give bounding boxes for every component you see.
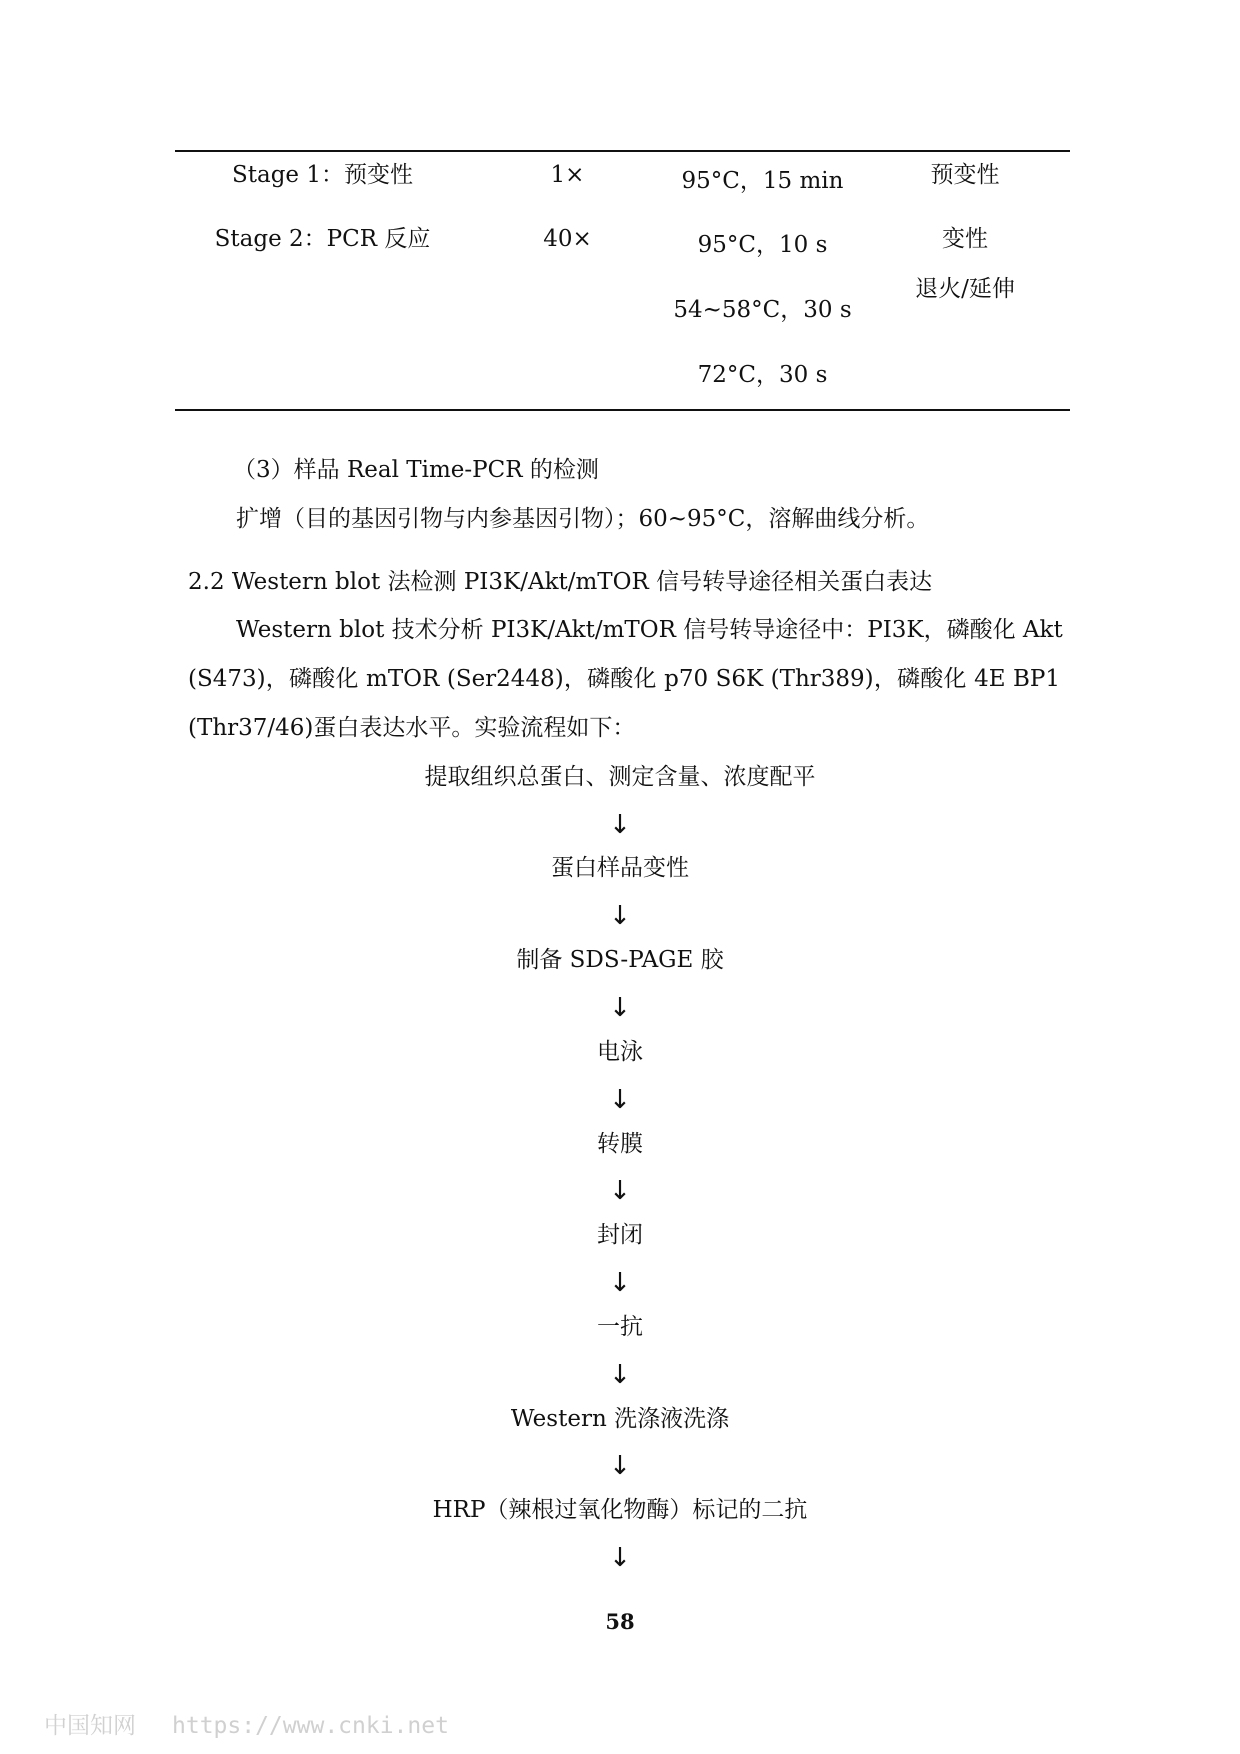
table-cell-cond-4: 72°C，30 s	[697, 362, 828, 388]
watermark-brand: 中国知网	[44, 1713, 136, 1739]
table-cell-stage-2: Stage 2：PCR 反应	[214, 226, 431, 252]
flow-step-9: HRP（辣根过氧化物酶）标记的二抗	[432, 1497, 808, 1523]
table-cell-cycles-1: 1×	[550, 162, 585, 188]
flow-step-3: 制备 SDS-PAGE 胶	[516, 947, 724, 973]
item-3-heading: （3）样品 Real Time-PCR 的检测	[233, 457, 599, 483]
table-cell-step-1: 预变性	[930, 162, 1000, 188]
paragraph-line-2: (S473)，磷酸化 mTOR (Ser2448)，磷酸化 p70 S6K (Thr389)，磷酸化 4E BP1	[188, 666, 1060, 692]
flow-arrow-3: ↓	[609, 993, 631, 1023]
flow-arrow-2: ↓	[609, 901, 631, 931]
flow-arrow-8: ↓	[609, 1451, 631, 1481]
flow-arrow-6: ↓	[609, 1268, 631, 1298]
table-cell-cond-2: 95°C，10 s	[697, 232, 828, 258]
flow-arrow-7: ↓	[609, 1360, 631, 1390]
flow-step-1: 提取组织总蛋白、测定含量、浓度配平	[424, 764, 816, 790]
table-cell-stage-1: Stage 1：预变性	[232, 162, 413, 188]
flow-arrow-4: ↓	[609, 1085, 631, 1115]
table-top-rule	[175, 150, 1070, 152]
flow-step-2: 蛋白样品变性	[551, 855, 689, 881]
section-heading: 2.2 Western blot 法检测 PI3K/Akt/mTOR 信号转导途径相关蛋白表达	[188, 569, 933, 595]
paragraph-line-1: Western blot 技术分析 PI3K/Akt/mTOR 信号转导途径中：PI3K，磷酸化 Akt	[236, 617, 1063, 643]
flow-step-8: Western 洗涤液洗涤	[510, 1406, 730, 1432]
table-bottom-rule	[175, 409, 1070, 411]
flow-step-6: 封闭	[597, 1222, 643, 1248]
paragraph-line-3: (Thr37/46)蛋白表达水平。实验流程如下：	[188, 715, 636, 741]
table-cell-step-3: 退火/延伸	[915, 276, 1015, 302]
flow-step-5: 转膜	[597, 1131, 643, 1157]
table-cell-step-2: 变性	[942, 226, 988, 252]
table-cell-cond-3: 54~58°C，30 s	[673, 297, 852, 323]
flow-arrow-5: ↓	[609, 1176, 631, 1206]
cnki-watermark[interactable]	[44, 1707, 449, 1740]
watermark-url[interactable]: https://www.cnki.net	[172, 1713, 449, 1739]
table-cell-cycles-2: 40×	[543, 226, 592, 252]
flow-step-4: 电泳	[597, 1039, 643, 1065]
amplify-line: 扩增（目的基因引物与内参基因引物）；60~95°C，溶解曲线分析。	[236, 506, 930, 532]
flow-step-7: 一抗	[597, 1314, 643, 1340]
page-number: 58	[605, 1609, 635, 1634]
table-cell-cond-1: 95°C，15 min	[681, 168, 844, 194]
flow-arrow-1: ↓	[609, 810, 631, 840]
flow-arrow-9: ↓	[609, 1543, 631, 1573]
